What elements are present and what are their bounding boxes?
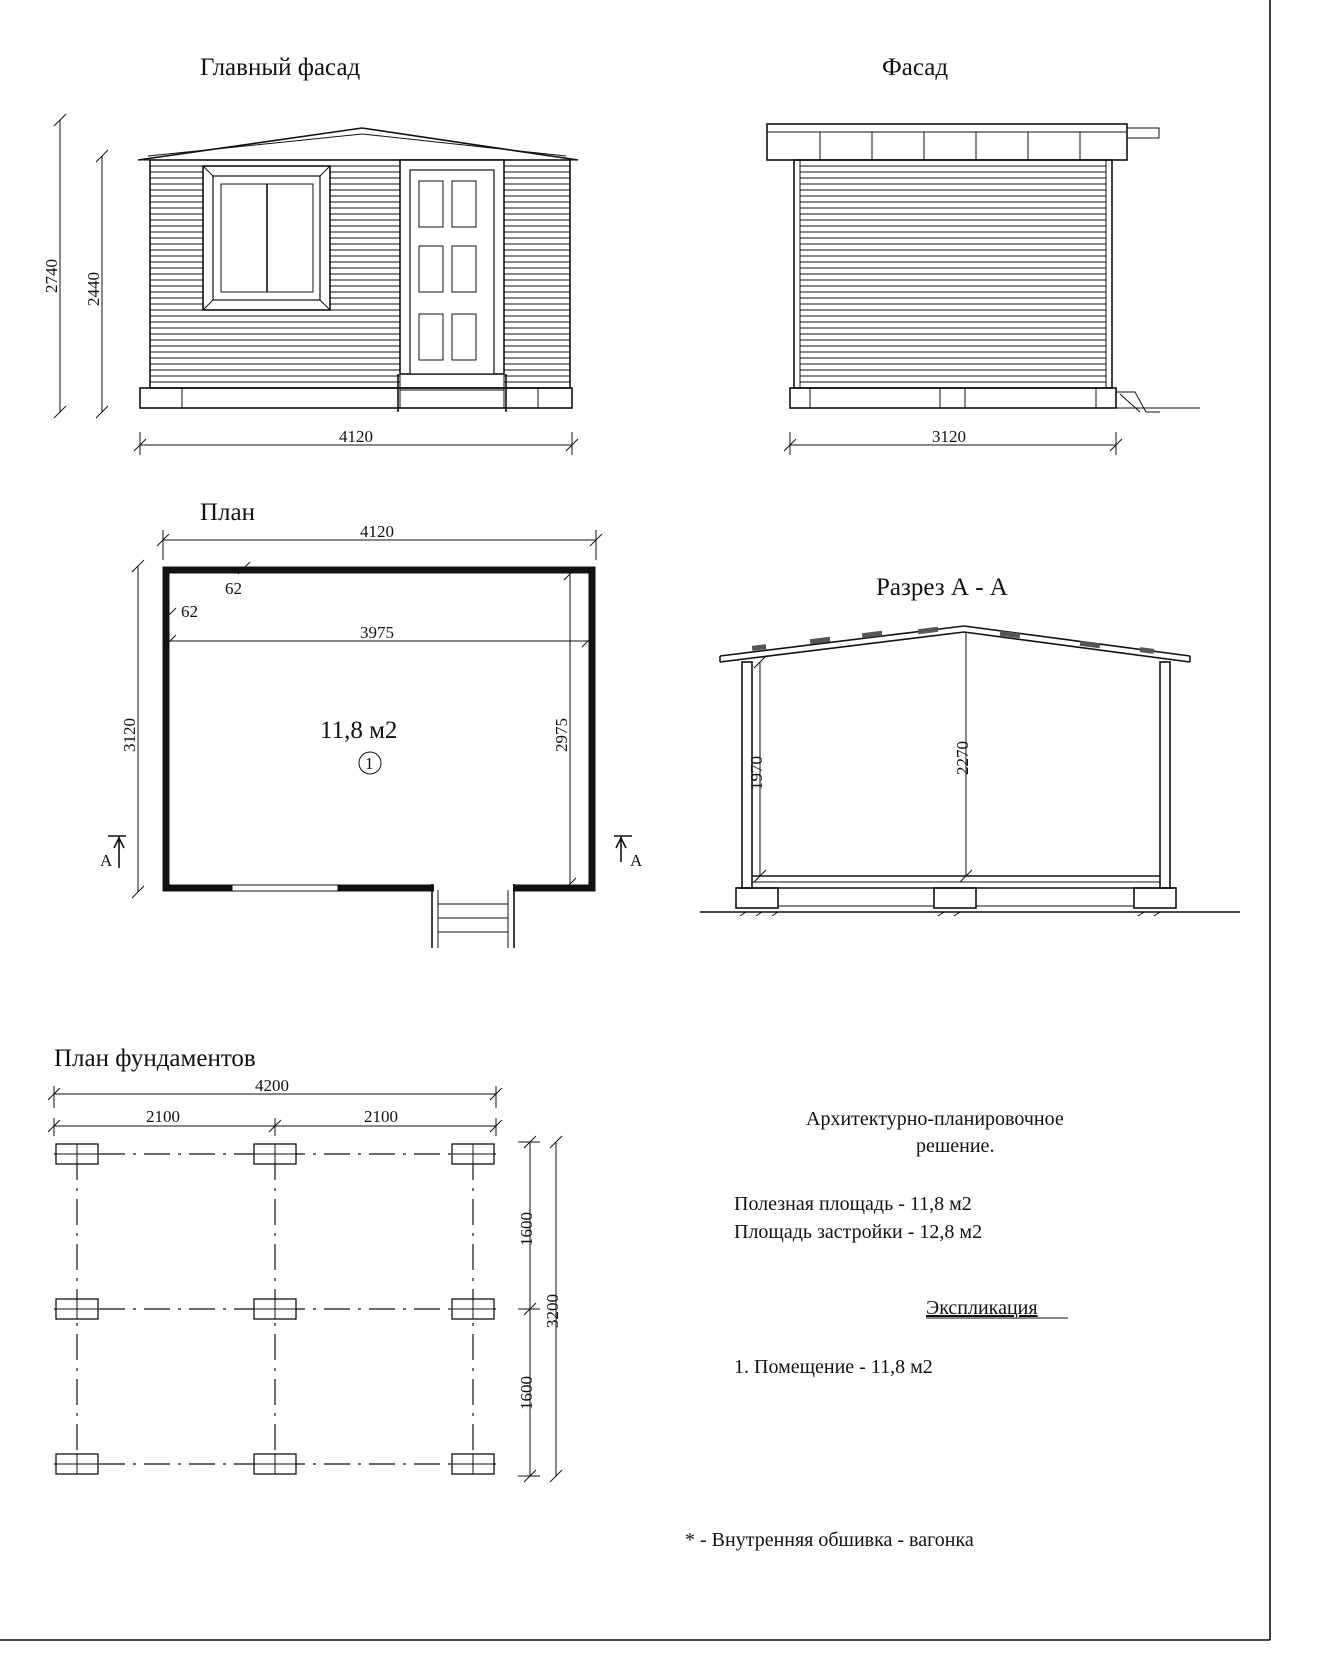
foundation-dim-span-top: 1600 [517,1212,536,1246]
side-facade-title: Фасад [882,54,949,81]
notes-block [685,1108,1068,1551]
section-dim-ridge-height: 2270 [953,741,972,775]
notes-useful-area: Полезная площадь - 11,8 м2 [734,1193,972,1215]
plan-dim-outer-depth: 3120 [120,718,139,752]
plan-dim-inner-depth: 2975 [552,718,571,752]
side-facade-view [767,54,1200,455]
foundation-dim-span-bottom: 1600 [517,1376,536,1410]
foundation-dim-total-depth: 3200 [543,1294,562,1328]
explication-item: 1. Помещение - 11,8 м2 [734,1356,933,1378]
main-facade-title: Главный фасад [200,54,361,81]
main-facade-dim-width: 4120 [339,427,373,446]
notes-heading-line2: решение. [916,1135,995,1157]
floor-plan-view [100,499,643,948]
foundation-dim-span-right: 2100 [364,1107,398,1126]
foundation-dim-span-left: 2100 [146,1107,180,1126]
foundation-plan-view [48,1045,562,1482]
plan-dim-inner-width: 3975 [360,623,394,642]
main-facade-window [203,166,330,310]
plan-room-area: 11,8 м2 [320,717,398,744]
plan-dim-outer-width: 4120 [360,522,394,541]
side-facade-dim-width: 3120 [932,427,966,446]
notes-footnote: * - Внутренняя обшивка - вагонка [685,1529,974,1551]
main-facade-view [42,54,578,455]
side-facade-siding [800,166,1106,382]
explication-title: Экспликация [926,1297,1038,1319]
section-dim-wall-height: 1970 [747,756,766,790]
plan-section-marker-left: А [100,851,113,870]
notes-built-area: Площадь застройки - 12,8 м2 [734,1221,983,1243]
plan-dim-wall-thickness-a: 62 [225,579,242,598]
plan-room-number: 1 [365,754,374,773]
plan-title: План [200,499,256,526]
plan-section-marker-right: А [630,851,643,870]
foundation-plan-title: План фундаментов [54,1045,256,1072]
notes-heading-line1: Архитектурно-планировочное [806,1108,1064,1130]
main-facade-dim-total-height: 2740 [42,259,61,293]
main-facade-dim-wall-height: 2440 [84,272,103,306]
foundation-dim-total-width: 4200 [255,1076,289,1095]
section-a-a-view [700,574,1240,916]
plan-dim-wall-thickness-b: 62 [181,602,198,621]
section-title: Разрез А - А [876,574,1008,601]
plan-entrance-steps [432,888,514,948]
main-facade-door [400,160,504,374]
